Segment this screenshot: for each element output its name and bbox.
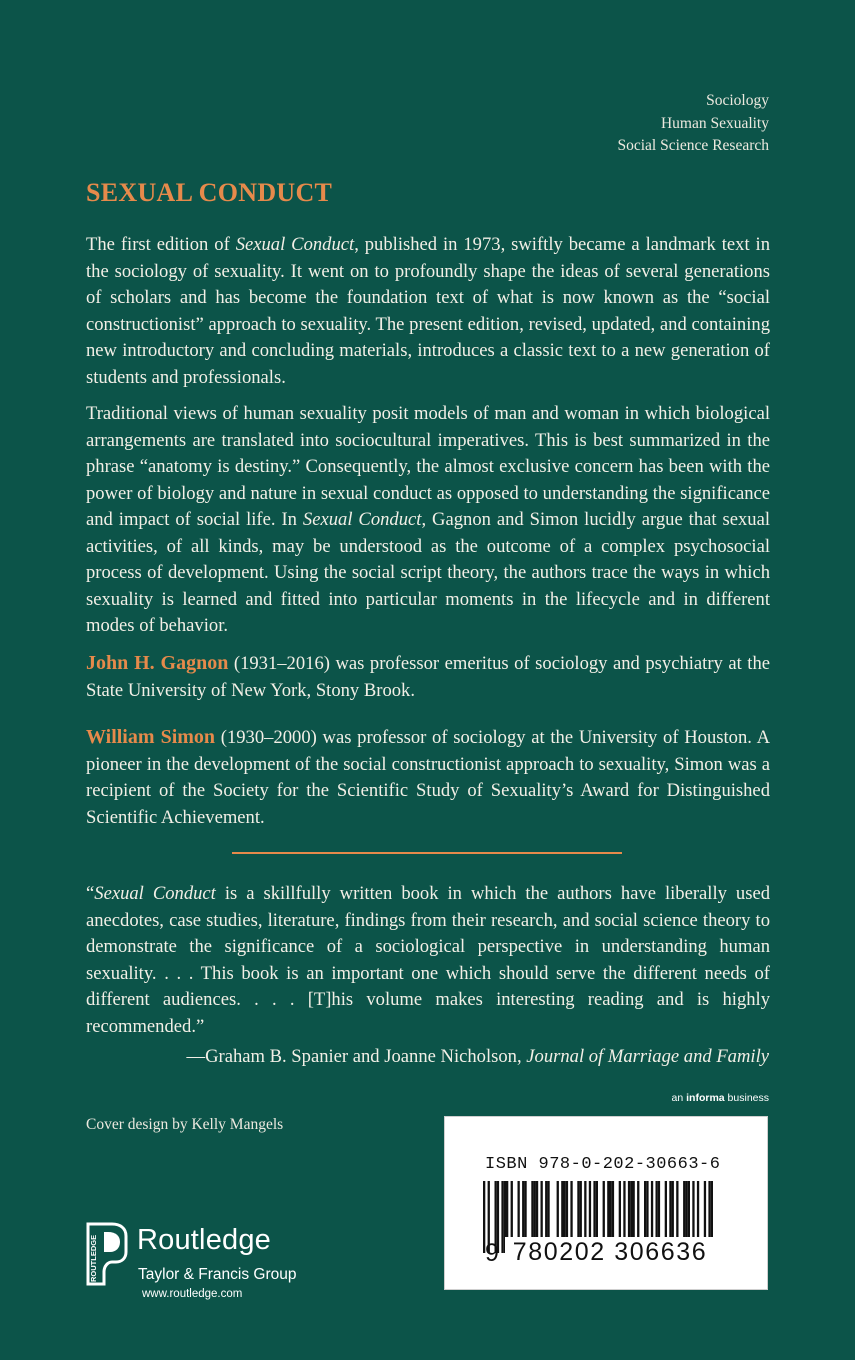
review-attribution — [186, 1044, 769, 1070]
author-bio-gagnon — [86, 650, 770, 704]
publisher-url: www.routledge.com — [142, 1288, 243, 1300]
quote-title-italic: Sexual Conduct — [94, 883, 216, 904]
isbn-label: ISBN 978-0-202-30663-6 — [485, 1155, 721, 1174]
ean-first-digit: 9 — [485, 1239, 499, 1267]
subject-categories — [618, 90, 770, 158]
publisher-name: Routledge — [137, 1224, 272, 1256]
informa-an: an — [671, 1092, 687, 1104]
attribution-authors: —Graham B. Spanier and Joanne Nicholson, — [186, 1046, 527, 1067]
author-name-gagnon: John H. Gagnon — [86, 652, 229, 674]
paragraph-1-body: , published in 1973, swiftly became a landmark text in the sociology of sexuality. It went on to profoundly shape the ideas of several generations of scholars and has become the foundation text of what is now known as the “social constructionist” approach to sexuality. The present edition, revised, updated, and containing new introductory and concluding materials, introduces a classic text to a new generation of students and professionals. — [86, 234, 770, 388]
description-paragraph-1 — [86, 232, 770, 391]
informa-business: business — [724, 1092, 769, 1104]
author-bio-gagnon-text: (1931–2016) was professor emeritus of sociology and psychiatry at the State University of New York, Stony Brook. — [86, 653, 770, 701]
routledge-logo-icon — [82, 1222, 130, 1286]
quote-text: is a skillfully written book in which the authors have liberally used anecdotes, case studies, literature, findings from their research, and social science theory to demonstrate the significance of a sociological perspective in understanding human sexuality. . . . This book is an important one which should serve the different needs of different audiences. . . . [T]his volume makes interesting reading and is highly recommended.” — [86, 883, 771, 1037]
barcode-bar — [501, 1181, 503, 1253]
informa-business-tag — [672, 1092, 769, 1104]
logo-vertical-text: ROUTLEDGE — [89, 1234, 98, 1282]
category-social-science-research: Social Science Research — [617, 137, 769, 154]
ean-digits: 780202 306636 — [505, 1237, 715, 1267]
category-human-sexuality: Human Sexuality — [660, 114, 769, 132]
description-paragraph-2 — [86, 401, 770, 640]
publisher-group: Taylor & Francis Group — [138, 1266, 297, 1283]
paragraph-2-title-italic: Sexual Conduct — [302, 509, 422, 530]
review-quote — [86, 881, 770, 1040]
author-bio-simon — [86, 724, 770, 831]
paragraph-2-body: , Gagnon and Simon lucidly argue that sexual activities, of all kinds, may be understood as the outcome of a complex psychosocial process of development. Using the social script theory, the authors trace the ways in which sexuality is learned and fitted into particular moments in the lifecycle and in different modes of behavior. — [86, 509, 771, 636]
book-title: SEXUAL CONDUCT — [86, 178, 333, 207]
author-bio-simon-text: (1930–2000) was professor of sociology at the University of Houston. A pioneer in the development of the social constructionist approach to sexuality, Simon was a recipient of the Society for the Scientific Study of Sexuality’s Award for Distinguished Scientific Achievement. — [86, 727, 770, 828]
author-name-simon: William Simon — [86, 726, 216, 748]
section-divider — [232, 852, 622, 854]
barcode-panel — [444, 1116, 768, 1290]
quote-open-mark: “ — [86, 883, 95, 904]
attribution-source: Journal of Marriage and Family — [526, 1046, 769, 1067]
cover-design-credit: Cover design by Kelly Mangels — [86, 1116, 284, 1133]
informa-brand: informa — [686, 1092, 725, 1104]
category-sociology: Sociology — [706, 92, 769, 109]
paragraph-1-lead: The first edition of — [86, 234, 236, 255]
paragraph-1-title-italic: Sexual Conduct — [235, 234, 355, 255]
paragraph-2-lead: Traditional views of human sexuality posit models of man and woman in which biological arrangements are translated into sociocultural imperatives. This is best summarized in the phrase “anatomy is destiny.” Consequently, the almost exclusive concern has been with the power of biology and nature in sexual conduct as opposed to understanding the significance and impact of social life. In — [86, 403, 770, 530]
